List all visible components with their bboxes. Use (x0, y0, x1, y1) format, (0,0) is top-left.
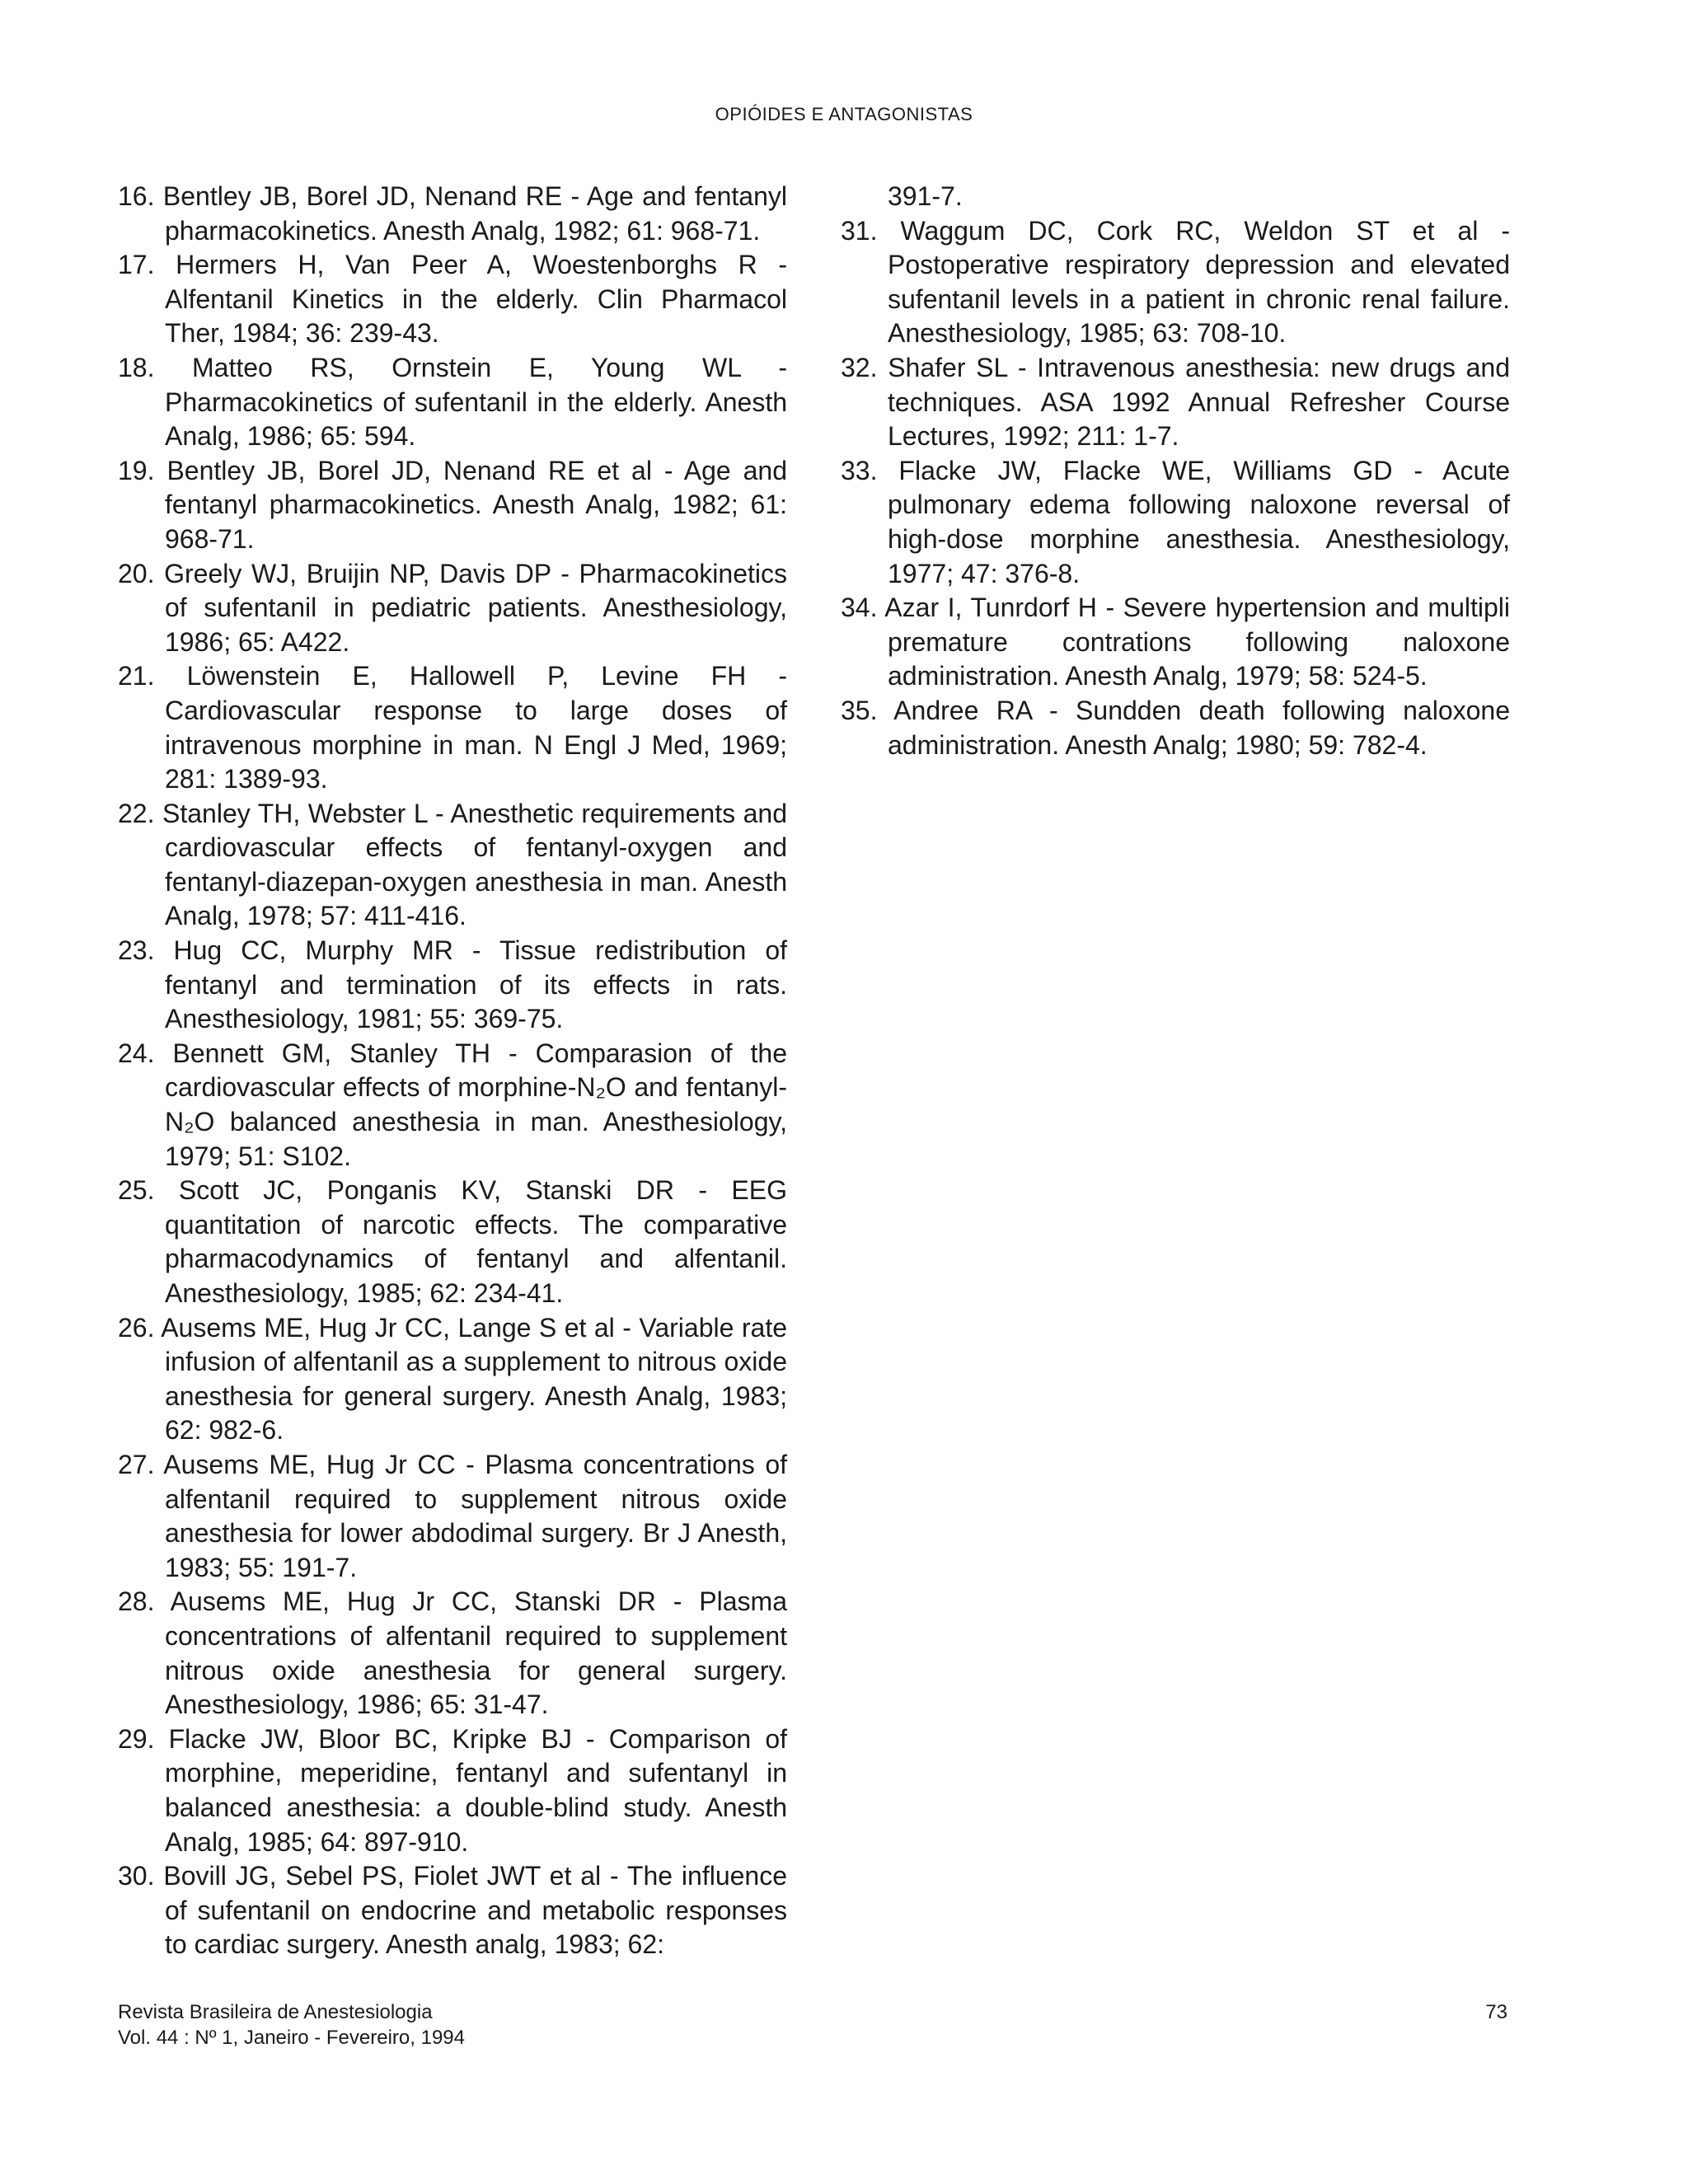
reference-item (118, 351, 787, 454)
reference-number: 20. (118, 558, 155, 588)
reference-number: 16. (118, 181, 155, 211)
reference-item (118, 797, 787, 934)
reference-text: Scott JC, Ponganis KV, Stanski DR - EEG quantitation of narcotic effects. The comparative pharmacodynamics of fentanyl and alfentanil. Anesthesiology, 1985; 62: 234-41. (165, 1175, 787, 1308)
reference-number: 32. (841, 352, 878, 382)
reference-number: 25. (118, 1175, 155, 1206)
running-header: OPIÓIDES E ANTAGONISTAS (715, 104, 973, 124)
reference-number: 30. (118, 1861, 155, 1891)
reference-item (118, 1585, 787, 1722)
reference-item (118, 1037, 787, 1174)
footer-journal-info (118, 1999, 465, 2050)
references-right-column (841, 180, 1510, 762)
reference-text: Hermers H, Van Peer A, Woestenborghs R - Alfentanil Kinetics in the elderly. Clin Pharmacol Ther, 1984; 36: 239-43. (165, 250, 788, 349)
references-left-column (118, 180, 787, 1962)
reference-text: Andree RA - Sundden death following naloxone administration. Anesth Analg; 1980; 59: 782-4. (888, 695, 1511, 760)
reference-text: Ausems ME, Hug Jr CC, Stanski DR - Plasma concentrations of alfentanil required to supplement nitrous oxide anesthesia for general surgery. Anesthesiology, 1986; 65: 31-47. (165, 1586, 788, 1720)
reference-text: Matteo RS, Ornstein E, Young WL - Pharmacokinetics of sufentanil in the elderly. Anesth Analg, 1986; 65: 594. (165, 352, 788, 452)
reference-text: Flacke JW, Flacke WE, Williams GD - Acute pulmonary edema following naloxone reversal of high-dose morphine anesthesia. Anesthesiology, 1977; 47: 376-8. (888, 455, 1511, 588)
reference-item (118, 1859, 787, 1962)
reference-item (118, 934, 787, 1037)
reference-text: Bennett GM, Stanley TH - Comparasion of the cardiovascular effects of morphine-N₂O and fentanyl-N₂O balanced anesthesia in man. Anesthesiology, 1979; 51: S102. (165, 1038, 788, 1171)
reference-text: Waggum DC, Cork RC, Weldon ST et al - Postoperative respiratory depression and elevated sufentanil levels in a patient in chronic renal failure. Anesthesiology, 1985; 63: 708-10. (888, 215, 1511, 349)
reference-item (118, 659, 787, 796)
reference-number: 28. (118, 1586, 155, 1617)
reference-text: Azar I, Tunrdorf H - Severe hypertension and multipli premature contrations following naloxone administration. Anesth Analg, 1979; 58: 524-5. (884, 593, 1511, 691)
reference-number: 19. (118, 455, 155, 485)
reference-item (118, 248, 787, 351)
reference-item (841, 214, 1510, 351)
reference-item (118, 1174, 787, 1310)
reference-text: Löwenstein E, Hallowell P, Levine FH - Cardiovascular response to large doses of intravenous morphine in man. N Engl J Med, 1969; 281: 1389-93. (165, 661, 788, 794)
reference-number: 35. (841, 695, 878, 725)
reference-text: Ausems ME, Hug Jr CC, Lange S et al - Variable rate infusion of alfentanil as a supplement to nitrous oxide anesthesia for general surgery. Anesth Analg, 1983; 62: 982-6. (161, 1312, 788, 1446)
reference-item (841, 694, 1510, 762)
reference-number: 18. (118, 352, 155, 382)
reference-text: Stanley TH, Webster L - Anesthetic requirements and cardiovascular effects of fentanyl-oxygen and fentanyl-diazepan-oxygen anesthesia in man. Anesth Analg, 1978; 57: 411-416. (162, 798, 788, 931)
reference-item (118, 454, 787, 557)
footer-journal-name: Revista Brasileira de Anestesiologia (118, 2001, 433, 2023)
reference-item (841, 591, 1510, 694)
reference-text: Bovill JG, Sebel PS, Fiolet JWT et al - The influence of sufentanil on endocrine and metabolic responses to cardiac surgery. Anesth analg, 1983; 62: (163, 1861, 788, 1960)
reference-item (118, 1722, 787, 1859)
reference-continuation: 391-7. (888, 181, 963, 211)
reference-item (841, 351, 1510, 454)
reference-text: Greely WJ, Bruijin NP, Davis DP - Pharmacokinetics of sufentanil in pediatric patients. Anesthesiology, 1986; 65: A422. (164, 558, 788, 657)
reference-number: 34. (841, 593, 878, 623)
reference-number: 26. (118, 1312, 155, 1343)
reference-number: 24. (118, 1038, 155, 1068)
reference-item (841, 454, 1510, 591)
reference-text: Hug CC, Murphy MR - Tissue redistribution of fentanyl and termination of its effects in rats. Anesthesiology, 1981; 55: 369-75. (165, 935, 788, 1034)
reference-number: 33. (841, 455, 878, 485)
reference-text: Flacke JW, Bloor BC, Kripke BJ - Comparison of morphine, meperidine, fentanyl and sufentanyl in balanced anesthesia: a double-blind study. Anesth Analg, 1985; 64: 897-910. (165, 1723, 787, 1857)
reference-number: 21. (118, 661, 155, 691)
reference-text: Bentley JB, Borel JD, Nenand RE et al - Age and fentanyl pharmacokinetics. Anesth Analg, 1982; 61: 968-71. (165, 455, 787, 554)
reference-item (118, 1311, 787, 1448)
reference-number: 23. (118, 935, 155, 966)
reference-text: Ausems ME, Hug Jr CC - Plasma concentrations of alfentanil required to supplement nitrous oxide anesthesia for lower abdodimal surgery. Br J Anesth, 1983; 55: 191-7. (163, 1449, 788, 1582)
reference-item (118, 1448, 787, 1585)
reference-number: 27. (118, 1449, 155, 1479)
footer-issue: Vol. 44 : Nº 1, Janeiro - Fevereiro, 1994 (118, 2027, 465, 2049)
reference-text: Bentley JB, Borel JD, Nenand RE - Age and fentanyl pharmacokinetics. Anesth Analg, 1982; 61: 968-71. (162, 181, 788, 246)
reference-item (118, 557, 787, 660)
reference-text: Shafer SL - Intravenous anesthesia: new drugs and techniques. ASA 1992 Annual Refresher Course Lectures, 1992; 211: 1-7. (888, 352, 1511, 452)
page-number: 73 (1485, 2001, 1507, 2023)
reference-number: 31. (841, 215, 878, 246)
reference-number: 17. (118, 250, 155, 280)
reference-item (118, 180, 787, 248)
reference-number: 22. (118, 798, 155, 828)
reference-number: 29. (118, 1723, 155, 1754)
